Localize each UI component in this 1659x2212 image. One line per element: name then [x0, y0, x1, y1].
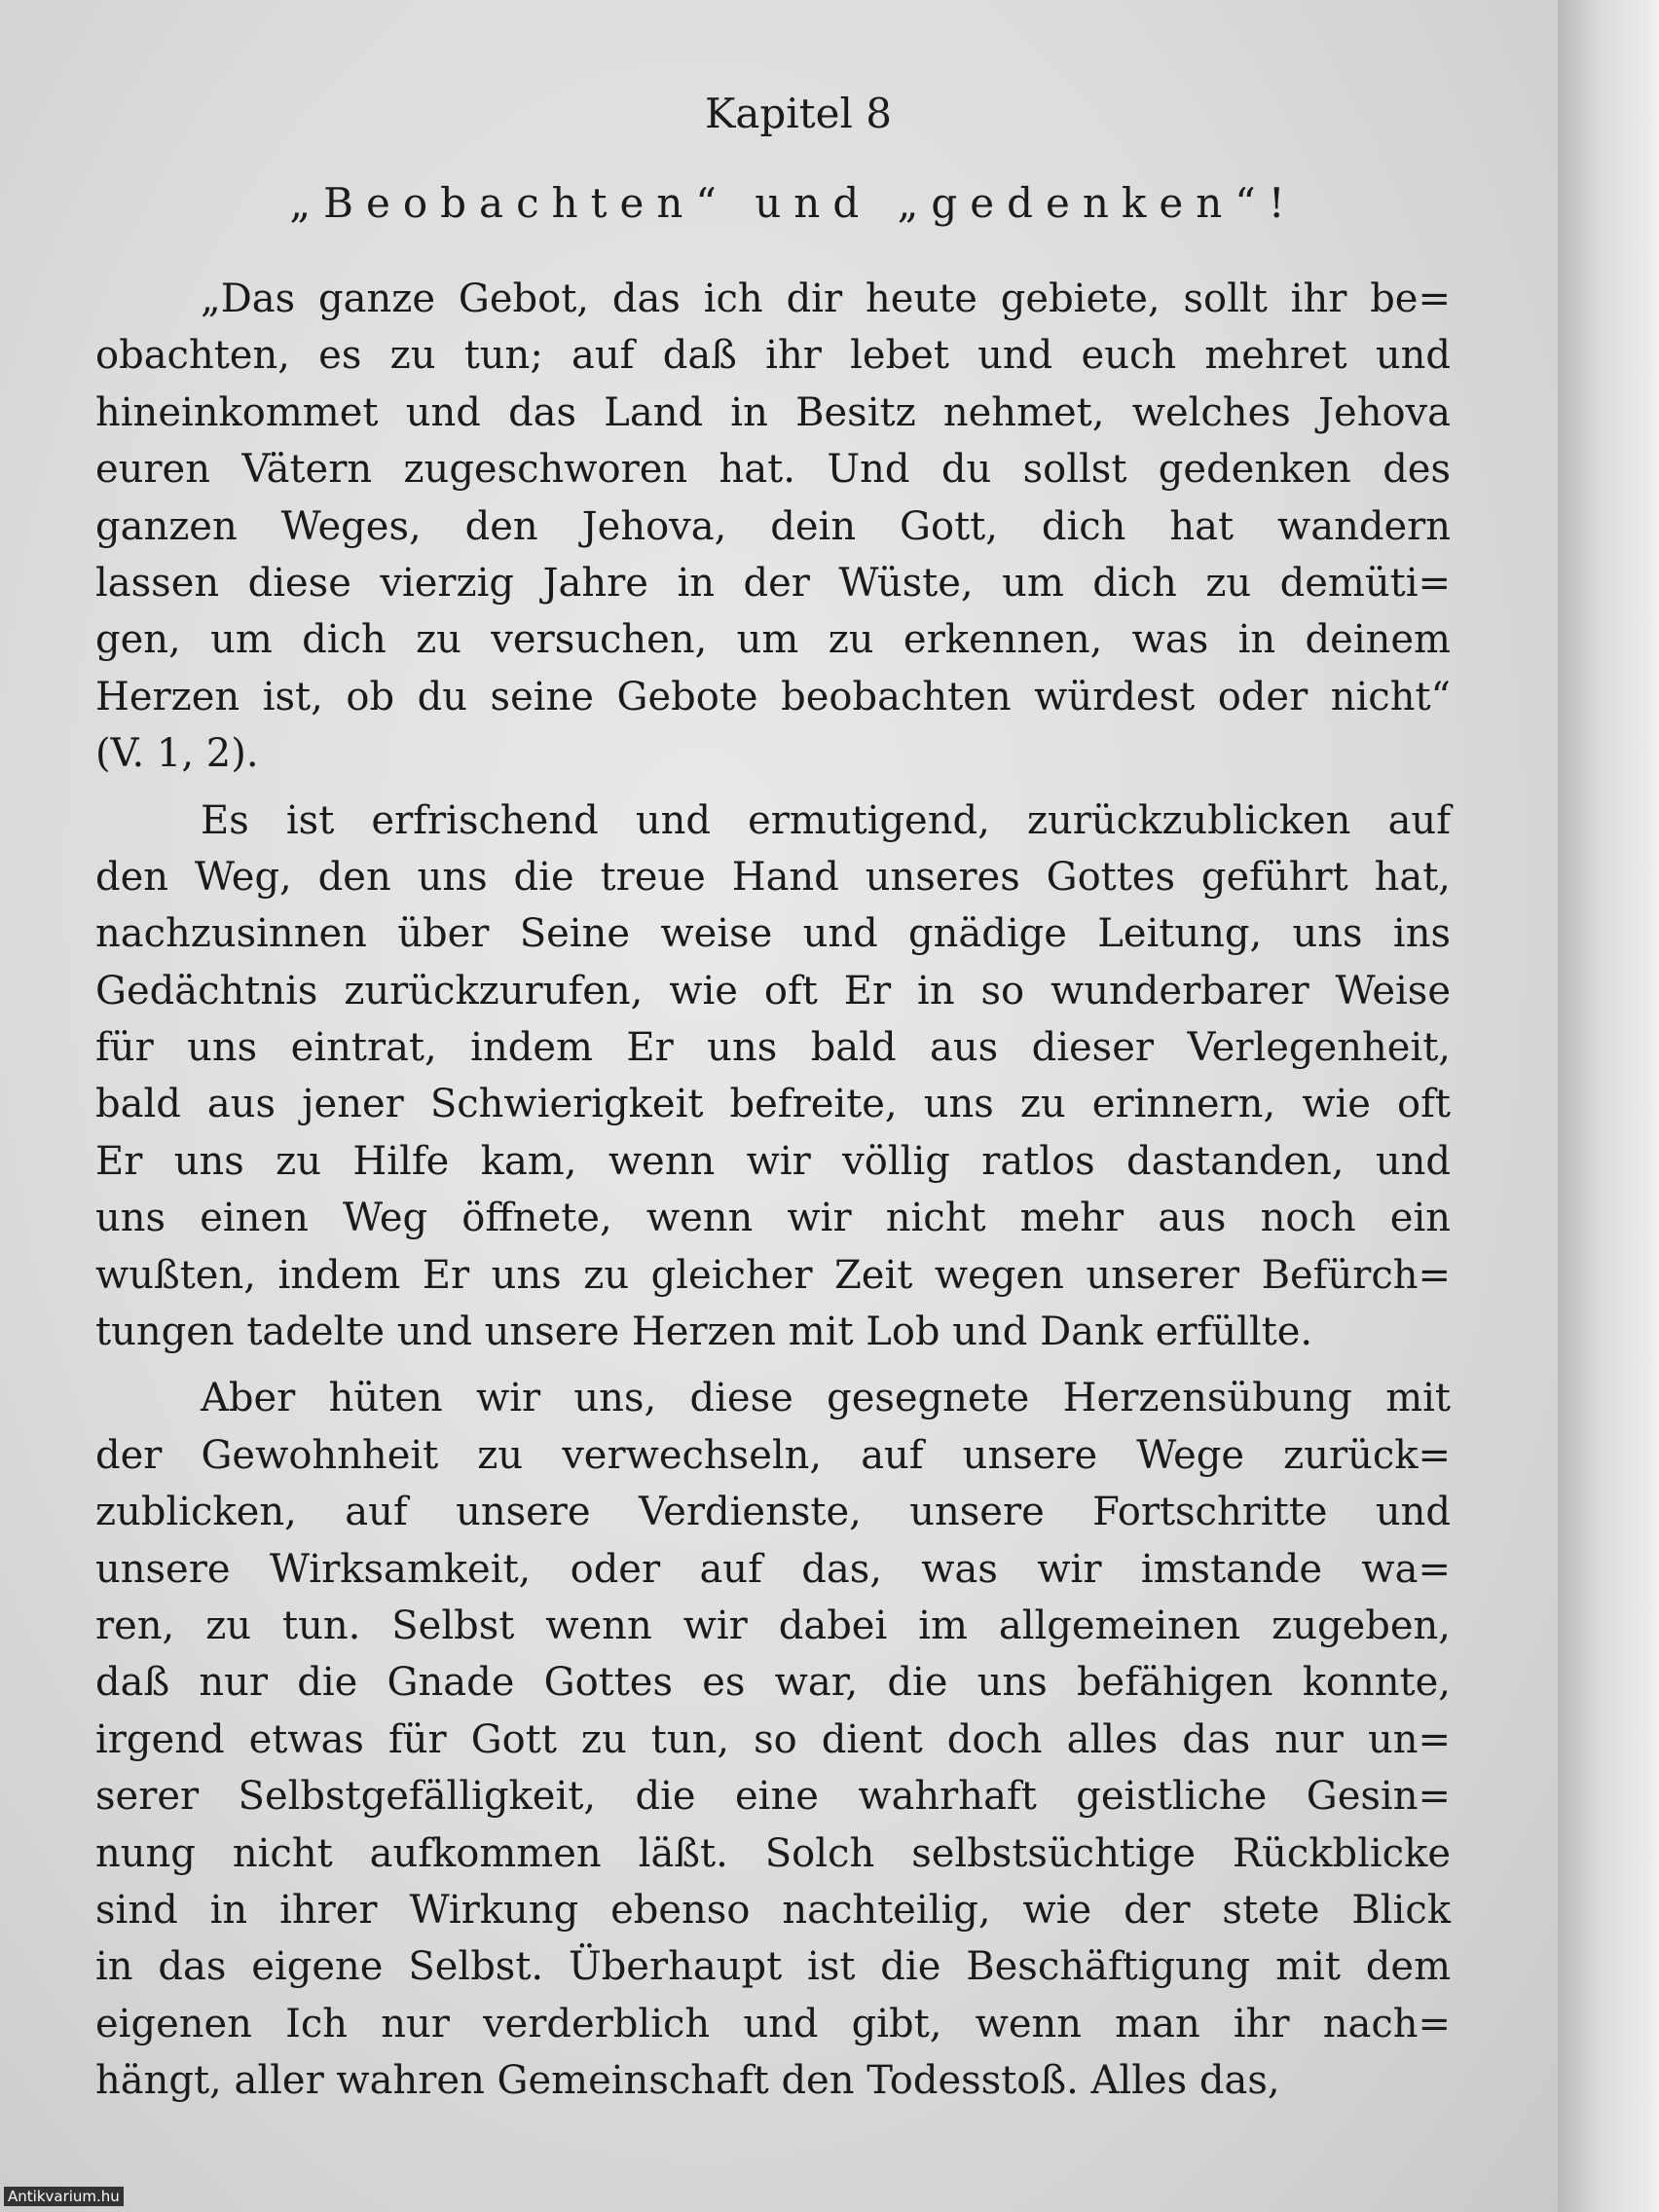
paragraph: [95, 793, 1451, 1361]
text-line: nachzusinnen über Seine weise und gnädige Leitung, uns ins: [95, 911, 1451, 957]
paragraph: [95, 1370, 1451, 2109]
text-line: Es ist erfrischend und ermutigend, zurückzublicken auf: [201, 797, 1451, 843]
text-line: Er uns zu Hilfe kam, wenn wir völlig ratlos dastanden, und: [95, 1138, 1451, 1184]
watermark: Antikvarium.hu: [4, 2187, 124, 2206]
text-line: nung nicht aufkommen läßt. Solch selbstsüchtige Rückblicke: [95, 1830, 1451, 1876]
text-line: gen, um dich zu versuchen, um zu erkennen, was in deinem: [95, 617, 1451, 663]
page-edge: [1558, 0, 1659, 2212]
text-line: irgend etwas für Gott zu tun, so dient doch alles das nur un=: [95, 1716, 1451, 1762]
text-line: der Gewohnheit zu verwechseln, auf unsere Wege zurück=: [95, 1432, 1451, 1478]
text-line: uns einen Weg öffnete, wenn wir nicht mehr aus noch ein: [95, 1196, 1451, 1241]
text-line: (V. 1, 2).: [95, 731, 259, 777]
text-line: wußten, indem Er uns zu gleicher Zeit wegen unserer Befürch=: [95, 1252, 1451, 1298]
text-line: bald aus jener Schwierigkeit befreite, uns zu erinnern, wie oft: [95, 1082, 1451, 1127]
section-heading: „Beobachten“ und „gedenken“!: [289, 179, 1298, 227]
text-line: Aber hüten wir uns, diese gesegnete Herzensübung mit: [201, 1376, 1451, 1421]
text-line: für uns eintrat, indem Er uns bald aus dieser Verlegenheit,: [95, 1025, 1451, 1071]
paragraph-gap: [95, 783, 1451, 793]
text-line: zublicken, auf unsere Verdienste, unsere Fortschritte und: [95, 1490, 1451, 1535]
body-text: [95, 271, 1451, 2110]
text-line: hängt, aller wahren Gemeinschaft den Todesstoß. Alles das,: [95, 2058, 1280, 2104]
text-line: den Weg, den uns die treue Hand unseres Gottes geführt hat,: [95, 854, 1451, 900]
text-line: „Das ganze Gebot, das ich dir heute gebiete, sollt ihr be=: [201, 276, 1451, 321]
text-line: hineinkommet und das Land in Besitz nehmet, welches Jehova: [95, 389, 1451, 435]
text-line: obachten, es zu tun; auf daß ihr lebet und euch mehret und: [95, 333, 1451, 379]
text-line: Gedächtnis zurückzurufen, wie oft Er in so wunderbarer Weise: [95, 968, 1451, 1014]
text-line: eigenen Ich nur verderblich und gibt, wenn man ihr nach=: [95, 2001, 1451, 2046]
paragraph-gap: [95, 1360, 1451, 1370]
text-line: sind in ihrer Wirkung ebenso nachteilig, wie der stete Blick: [95, 1887, 1451, 1933]
chapter-title: Kapitel 8: [705, 90, 892, 137]
text-line: serer Selbstgefälligkeit, die eine wahrhaft geistliche Gesin=: [95, 1774, 1451, 1820]
text-line: lassen diese vierzig Jahre in der Wüste, um dich zu demüti=: [95, 560, 1451, 606]
text-line: ren, zu tun. Selbst wenn wir dabei im allgemeinen zugeben,: [95, 1603, 1451, 1648]
text-line: in das eigene Selbst. Überhaupt ist die Beschäftigung mit dem: [95, 1944, 1451, 1990]
text-line: ganzen Weges, den Jehova, dein Gott, dich hat wandern: [95, 503, 1451, 549]
text-line: unsere Wirksamkeit, oder auf das, was wir imstande wa=: [95, 1546, 1451, 1592]
text-line: daß nur die Gnade Gottes es war, die uns befähigen konnte,: [95, 1660, 1451, 1706]
text-line: euren Vätern zugeschworen hat. Und du sollst gedenken des: [95, 447, 1451, 493]
text-line: tungen tadelte und unsere Herzen mit Lob und Dank erfüllte.: [95, 1309, 1313, 1355]
paragraph: [95, 271, 1451, 783]
text-line: Herzen ist, ob du seine Gebote beobachten würdest oder nicht“: [95, 674, 1451, 719]
